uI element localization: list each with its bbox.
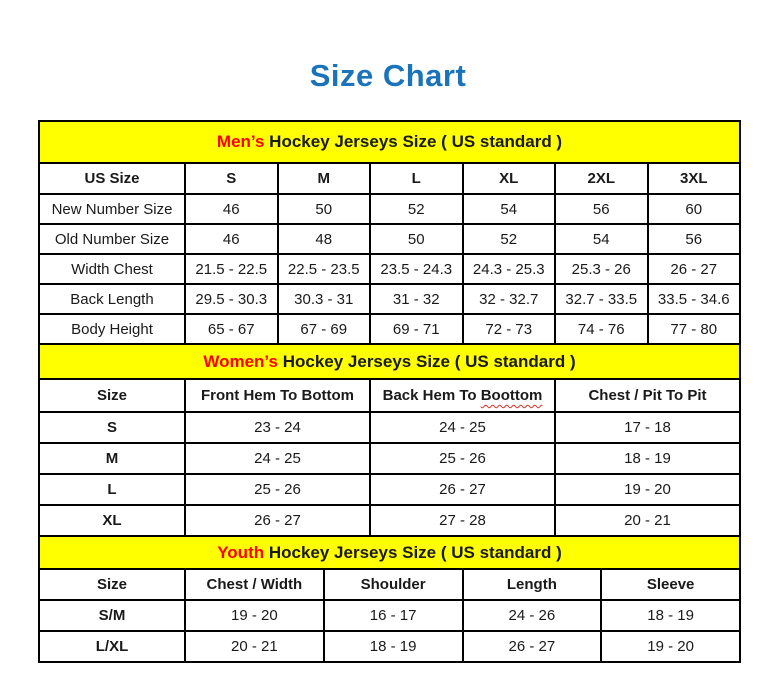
- size-tables: [38, 120, 741, 663]
- table-row: [39, 254, 740, 284]
- size-value: 19 - 20: [185, 600, 324, 631]
- womens-banner-accent: Women’s: [203, 351, 278, 371]
- size-value: 24 - 25: [185, 443, 370, 474]
- size-value: 46: [185, 224, 278, 254]
- table-row: [39, 505, 740, 536]
- row-label: S: [39, 412, 185, 443]
- youth-banner-accent: Youth: [217, 542, 265, 562]
- womens-column-header-0: Size: [39, 379, 185, 412]
- youth-column-header-3: Length: [463, 569, 602, 600]
- youth-column-header-0: Size: [39, 569, 185, 600]
- table-row: [39, 443, 740, 474]
- table-row: [39, 631, 740, 662]
- size-value: 26 - 27: [370, 474, 555, 505]
- misspelled-word: Boottom: [480, 387, 543, 404]
- size-value: 24 - 25: [370, 412, 555, 443]
- size-value: 18 - 19: [324, 631, 463, 662]
- womens-banner-row: [39, 344, 740, 379]
- womens-size-table: [38, 343, 741, 537]
- size-value: 32.7 - 33.5: [555, 284, 648, 314]
- size-value: 52: [463, 224, 556, 254]
- womens-column-header-1: Front Hem To Bottom: [185, 379, 370, 412]
- youth-size-table: [38, 535, 741, 663]
- size-value: 46: [185, 194, 278, 224]
- table-row: [39, 224, 740, 254]
- size-value: 56: [555, 194, 648, 224]
- table-row: [39, 194, 740, 224]
- size-value: 54: [555, 224, 648, 254]
- size-value: 31 - 32: [370, 284, 463, 314]
- size-value: 20 - 21: [555, 505, 740, 536]
- mens-column-header-4: XL: [463, 163, 556, 194]
- mens-banner-accent: Men’s: [216, 132, 265, 151]
- size-value: 60: [648, 194, 741, 224]
- size-value: 67 - 69: [278, 314, 371, 344]
- size-value: 19 - 20: [601, 631, 740, 662]
- size-value: 52: [370, 194, 463, 224]
- size-value: 65 - 67: [185, 314, 278, 344]
- row-label: Body Height: [39, 314, 185, 344]
- mens-column-header-1: S: [185, 163, 278, 194]
- size-value: 25.3 - 26: [555, 254, 648, 284]
- size-value: 25 - 26: [370, 443, 555, 474]
- youth-column-header-4: Sleeve: [601, 569, 740, 600]
- size-value: 74 - 76: [555, 314, 648, 344]
- size-value: 22.5 - 23.5: [278, 254, 371, 284]
- womens-section-banner: Women’s Hockey Jerseys Size ( US standard ): [39, 344, 740, 379]
- size-value: 54: [463, 194, 556, 224]
- row-label: S/M: [39, 600, 185, 631]
- size-value: 26 - 27: [463, 631, 602, 662]
- size-value: 26 - 27: [648, 254, 741, 284]
- size-value: 56: [648, 224, 741, 254]
- mens-size-table: [38, 120, 741, 345]
- size-value: 18 - 19: [555, 443, 740, 474]
- page-title: Size Chart: [309, 58, 467, 93]
- mens-column-header-6: 3XL: [648, 163, 741, 194]
- size-value: 23 - 24: [185, 412, 370, 443]
- size-value: 24 - 26: [463, 600, 602, 631]
- womens-header-row: [39, 379, 740, 412]
- mens-banner-row: [39, 121, 740, 163]
- size-value: 21.5 - 22.5: [185, 254, 278, 284]
- size-value: 77 - 80: [648, 314, 741, 344]
- size-value: 20 - 21: [185, 631, 324, 662]
- mens-header-row: [39, 163, 740, 194]
- row-label: L/XL: [39, 631, 185, 662]
- youth-section-banner: Youth Hockey Jerseys Size ( US standard ): [39, 536, 740, 569]
- size-value: 30.3 - 31: [278, 284, 371, 314]
- size-value: 27 - 28: [370, 505, 555, 536]
- mens-section-banner: Men’s Hockey Jerseys Size ( US standard ): [39, 121, 740, 163]
- size-value: 72 - 73: [463, 314, 556, 344]
- size-value: 50: [278, 194, 371, 224]
- mens-column-header-5: 2XL: [555, 163, 648, 194]
- size-value: 19 - 20: [555, 474, 740, 505]
- youth-column-header-1: Chest / Width: [185, 569, 324, 600]
- table-row: [39, 314, 740, 344]
- table-row: [39, 600, 740, 631]
- womens-column-header-2: Back Hem To Boottom: [370, 379, 555, 412]
- size-value: 25 - 26: [185, 474, 370, 505]
- size-value: 23.5 - 24.3: [370, 254, 463, 284]
- youth-column-header-2: Shoulder: [324, 569, 463, 600]
- size-value: 29.5 - 30.3: [185, 284, 278, 314]
- youth-header-row: [39, 569, 740, 600]
- row-label: New Number Size: [39, 194, 185, 224]
- size-value: 26 - 27: [185, 505, 370, 536]
- size-value: 16 - 17: [324, 600, 463, 631]
- row-label: Old Number Size: [39, 224, 185, 254]
- mens-column-header-2: M: [278, 163, 371, 194]
- mens-column-header-3: L: [370, 163, 463, 194]
- size-value: 32 - 32.7: [463, 284, 556, 314]
- mens-column-header-0: US Size: [39, 163, 185, 194]
- table-row: [39, 284, 740, 314]
- row-label: Back Length: [39, 284, 185, 314]
- row-label: XL: [39, 505, 185, 536]
- row-label: Width Chest: [39, 254, 185, 284]
- size-value: 24.3 - 25.3: [463, 254, 556, 284]
- youth-banner-row: [39, 536, 740, 569]
- size-value: 33.5 - 34.6: [648, 284, 741, 314]
- womens-column-header-3: Chest / Pit To Pit: [555, 379, 740, 412]
- table-row: [39, 412, 740, 443]
- size-value: 50: [370, 224, 463, 254]
- row-label: L: [39, 474, 185, 505]
- size-value: 69 - 71: [370, 314, 463, 344]
- size-value: 18 - 19: [601, 600, 740, 631]
- size-value: 48: [278, 224, 371, 254]
- size-value: 17 - 18: [555, 412, 740, 443]
- row-label: M: [39, 443, 185, 474]
- table-row: [39, 474, 740, 505]
